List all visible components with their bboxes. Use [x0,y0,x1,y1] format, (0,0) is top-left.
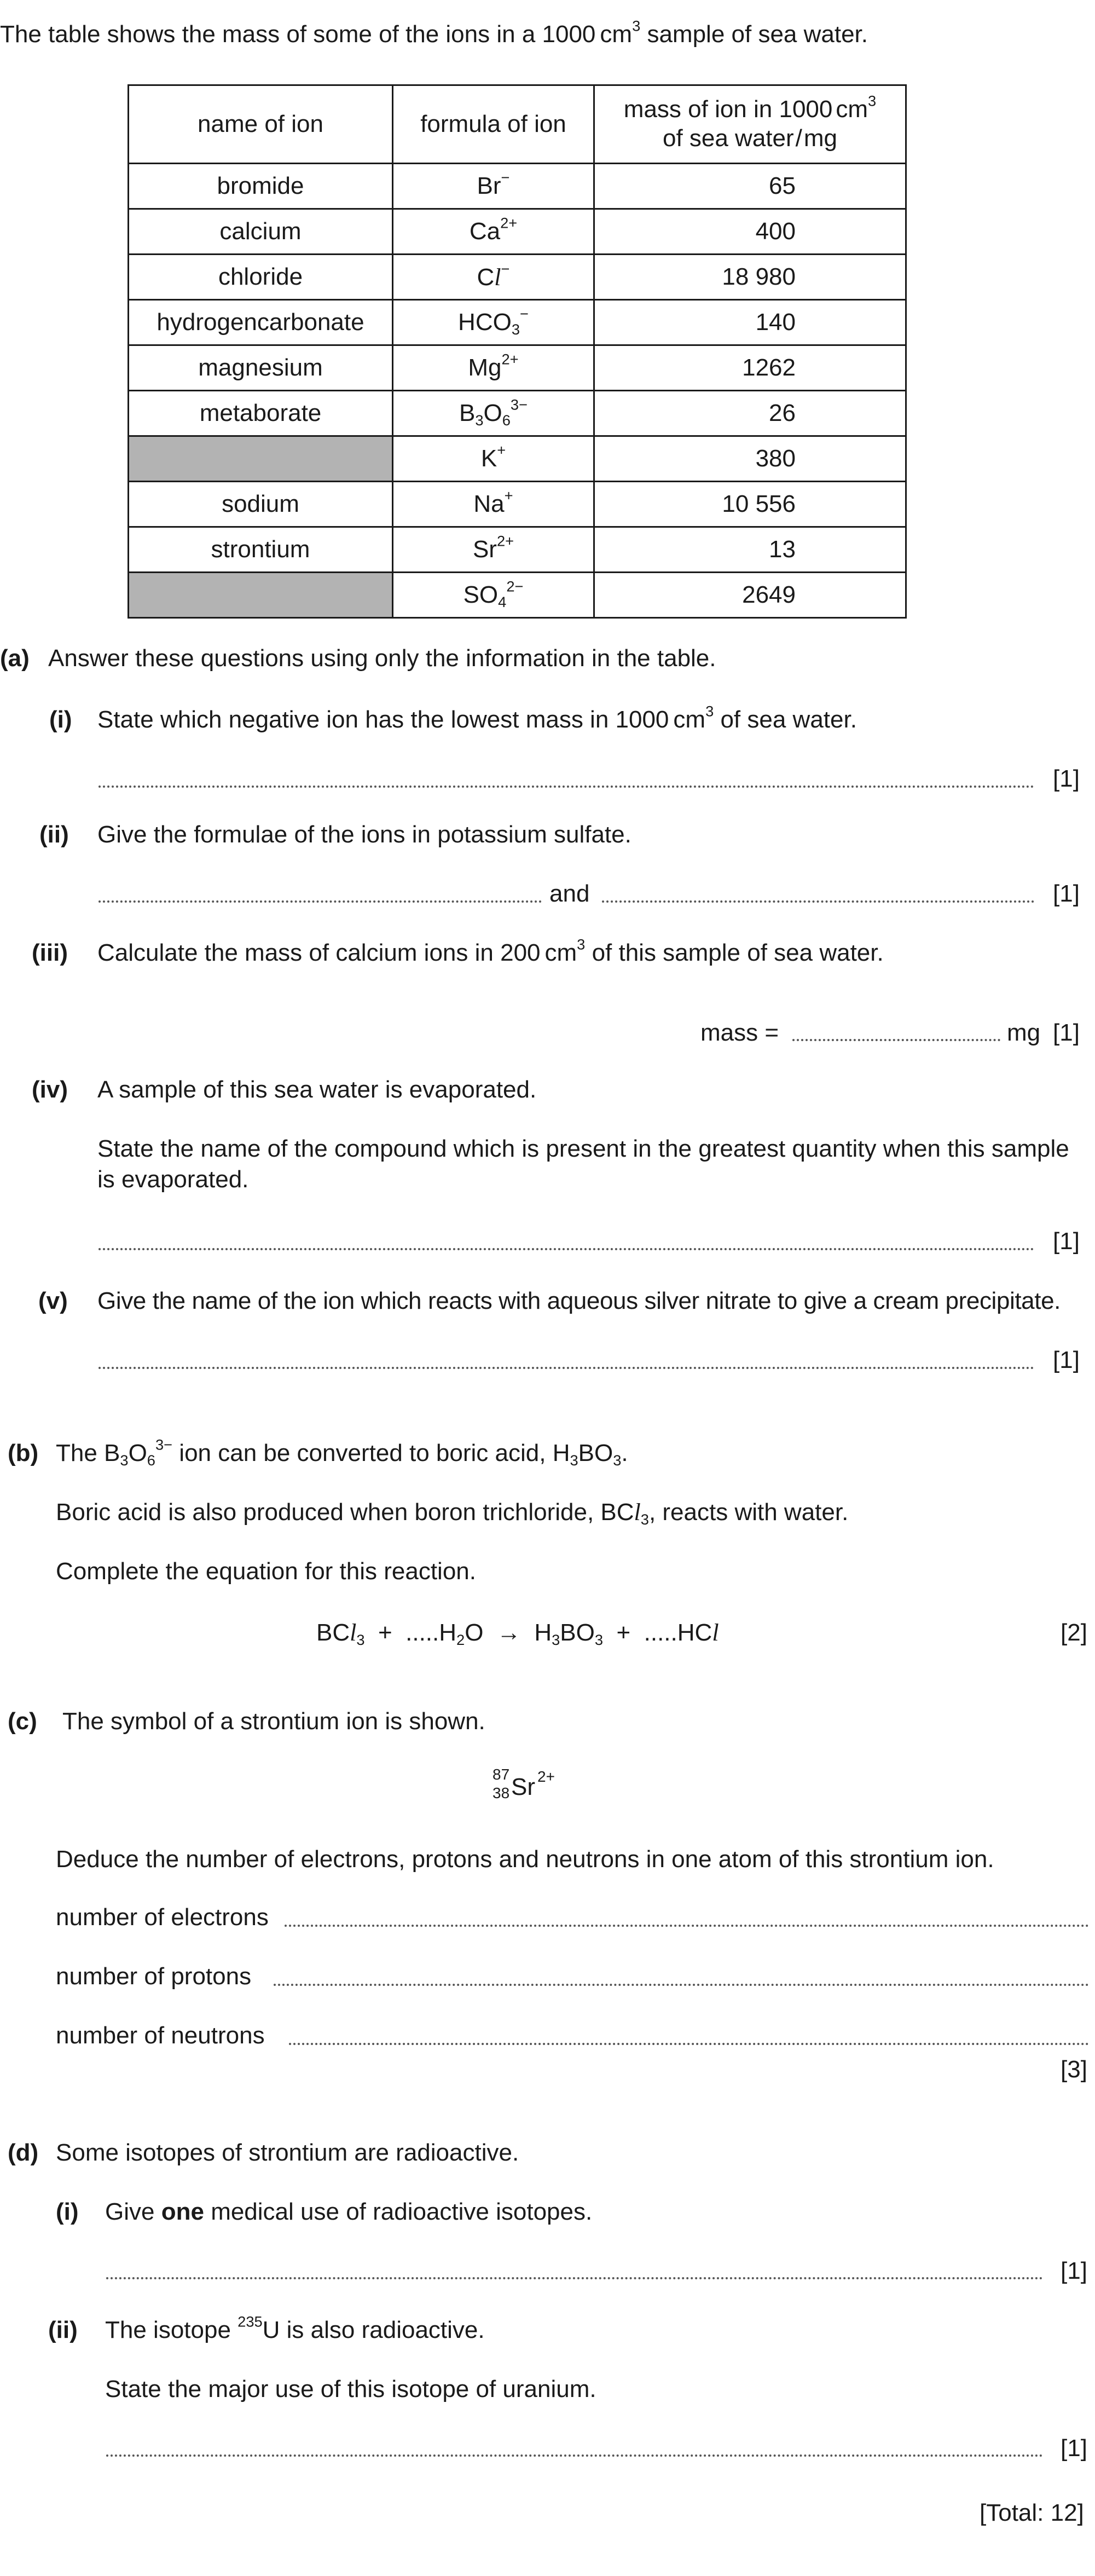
part-a-iii-text: Calculate the mass of calcium ions in 200 $cm^3$ of this sample of sea water. [97,935,884,966]
part-d-stem: Some isotopes of strontium are radioactive. [56,2139,519,2166]
ion-mass: 18 980 [594,255,906,300]
ion-mass: 65 [594,164,906,209]
part-a-stem: Answer these questions using only the information in the table. [48,645,716,672]
header-name: name of ion [129,85,393,164]
mark-allocation: [1] [1053,765,1080,792]
ion-formula: $SO_4^{2-}$ [393,573,594,618]
mass-number: 87 [493,1766,510,1783]
answer-line[interactable] [99,1367,1034,1369]
equation: $BCl_3 + .....H_2O \to H_3BO_3 + .....HCl$ [316,1619,719,1649]
ion-formula: Cl− [393,255,594,300]
part-d-ii-label: (ii) [48,2317,78,2343]
header-formula: formula of ion [393,85,594,164]
table-row [129,527,906,573]
mark-allocation: [1] [1053,1347,1080,1373]
part-d-ii-text: The isotope $^{235}$U is also radioactive. [105,2313,485,2343]
part-d-i-text-after: medical use of radioactive isotopes. [211,2198,593,2225]
part-d-i-text-before: Give [105,2198,155,2225]
mark-allocation: [3] [1061,2056,1087,2083]
ion-mass: 400 [594,209,906,255]
answer-line[interactable] [99,900,542,903]
table-row [129,209,906,255]
part-c-line1: The symbol of a strontium ion is shown. [62,1708,485,1735]
ion-mass: 10 556 [594,482,906,527]
ion-table [128,84,907,619]
mark-allocation: [1] [1053,880,1080,907]
electrons-answer-line[interactable] [285,1925,1089,1927]
table-header-row [129,85,906,164]
ion-name: calcium [129,209,393,255]
part-b-label: (b) [8,1440,39,1466]
table-row [129,345,906,391]
part-c-label: (c) [8,1708,37,1735]
ion-formula: K+ [393,436,594,482]
part-a-i-text: State which negative ion has the lowest mass in 1000 $cm^3$ of sea water. [97,702,857,733]
ion-mass: 1262 [594,345,906,391]
ion-name: metaborate [129,391,393,436]
part-d-ii-text2: State the major use of this isotope of uranium. [105,2376,596,2402]
protons-label: number of protons [56,1963,252,1990]
table-row [129,164,906,209]
total-marks: [Total: 12] [980,2499,1084,2526]
part-a-v-text: Give the name of the ion which reacts with aqueous silver nitrate to give a cream precipitate. [97,1287,1061,1314]
part-a-ii-text: Give the formulae of the ions in potassium sulfate. [97,821,631,848]
ion-mass: 2649 [594,573,906,618]
ion-formula: $Ca^{2+}$ [393,209,594,255]
atomic-number: 38 [493,1784,510,1801]
part-b-line2: Boric acid is also produced when boron trichloride, BCl$_3$, reacts with water. [56,1499,849,1528]
ion-mass: 140 [594,300,906,345]
table-row [129,573,906,618]
part-d-i-bold: one [161,2198,204,2225]
strontium-ion-symbol [493,1766,569,1810]
table-row [129,482,906,527]
answer-line[interactable] [106,2277,1043,2279]
part-a-iv-text: A sample of this sea water is evaporated. [97,1076,537,1103]
answer-line[interactable] [792,1039,1000,1041]
part-a-iii-label: (iii) [32,939,68,966]
header-mass: mass of ion in 1000 $cm^3$ of sea water/mg [594,85,906,164]
part-d-label: (d) [8,2139,39,2166]
mark-allocation: [1] [1053,1228,1080,1255]
part-b-line3: Complete the equation for this reaction. [56,1558,477,1585]
ion-charge: 2+ [537,1768,555,1785]
ion-formula: Na+ [393,482,594,527]
neutrons-label: number of neutrons [56,2022,265,2049]
table-row [129,300,906,345]
ion-mass: 380 [594,436,906,482]
table-row [129,436,906,482]
electrons-label: number of electrons [56,1904,269,1931]
neutrons-answer-line[interactable] [289,2043,1089,2045]
part-c-line2: Deduce the number of electrons, protons and neutrons in one atom of this strontium ion. [56,1846,994,1873]
ion-formula: $HCO_3^-$ [393,300,594,345]
mark-allocation: [1] [1061,2257,1087,2284]
ion-name: hydrogencarbonate [129,300,393,345]
ion-mass: 26 [594,391,906,436]
element-symbol: Sr [511,1774,535,1800]
part-d-i-label: (i) [56,2198,79,2225]
part-a-iv-text3: is evaporated. [97,1166,249,1193]
mark-allocation: [2] [1061,1619,1087,1646]
ion-name: chloride [129,255,393,300]
shaded-cell [129,436,393,482]
answer-line[interactable] [602,900,1034,903]
table-row [129,255,906,300]
intro-text: The table shows the mass of some of the ions in a 1000 $cm^3$ sample of sea water. [0,17,868,48]
part-a-v-label: (v) [38,1287,68,1314]
ion-formula: $Mg^{2+}$ [393,345,594,391]
mark-allocation: [1] [1061,2435,1087,2462]
ion-mass: 13 [594,527,906,573]
ion-name: magnesium [129,345,393,391]
mark-allocation: [1] [1053,1019,1080,1046]
part-a-iv-text2: State the name of the compound which is present in the greatest quantity when this sample [97,1135,1069,1162]
unit-mg: mg [1007,1019,1041,1046]
part-a-iv-label: (iv) [32,1076,68,1103]
part-a-label: (a) [0,645,30,672]
ion-formula: $B_3O_6^{3-}$ [393,391,594,436]
part-d-i-text [105,2198,592,2226]
answer-line[interactable] [99,1248,1034,1250]
ion-formula: $Sr^{2+}$ [393,527,594,573]
ion-formula: Br− [393,164,594,209]
part-a-i-label: (i) [49,706,72,733]
protons-answer-line[interactable] [274,1984,1089,1986]
answer-line[interactable] [106,2454,1043,2457]
ion-name: strontium [129,527,393,573]
part-b-line1: The $B_3O_6^{3-}$ ion can be converted to boric acid, $H_3BO_3$. [56,1436,628,1469]
table-row [129,391,906,436]
shaded-cell [129,573,393,618]
ion-name: bromide [129,164,393,209]
mass-label: mass = [700,1019,779,1046]
and-word: and [549,880,590,907]
part-a-ii-label: (ii) [39,821,69,848]
ion-name: sodium [129,482,393,527]
answer-line[interactable] [99,785,1034,788]
